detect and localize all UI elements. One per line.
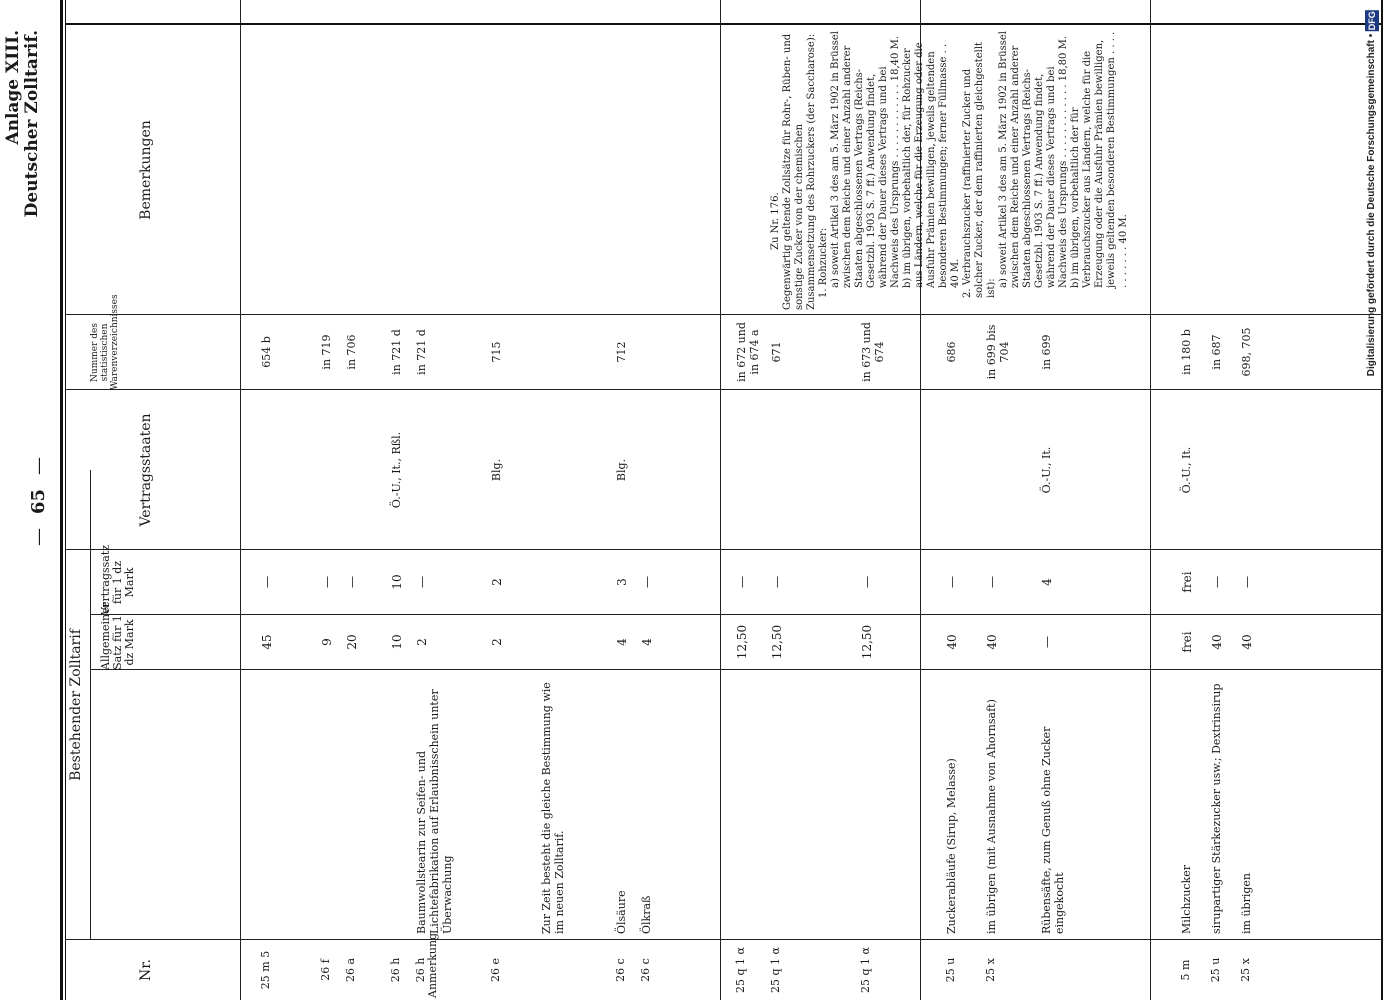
stat-number-header: Nummer des statistischen Warenverzeichnisses xyxy=(90,294,120,390)
page-number: —65— xyxy=(28,456,49,546)
row-nr: 26 e xyxy=(489,958,502,983)
col-line-nr xyxy=(65,939,1383,940)
row-nr: 25 m 5 xyxy=(259,950,272,990)
row-contract-rate: 3 xyxy=(615,578,629,586)
row-general-rate: 40 xyxy=(1210,634,1224,650)
row-general-rate: 10 xyxy=(390,634,404,650)
col-line-allg xyxy=(90,614,1383,615)
remarks-note xyxy=(770,30,1130,310)
row-nr: 25 q 1 α xyxy=(734,947,747,993)
row-stat-number: in 719 xyxy=(320,334,333,370)
row-contract-rate: — xyxy=(770,576,784,588)
dfg-credit xyxy=(1365,10,1379,376)
row-nr: 26 c xyxy=(639,958,652,982)
group-rule-3 xyxy=(1150,0,1151,1000)
row-general-rate: 20 xyxy=(345,634,359,650)
col-line-staaten xyxy=(65,389,1383,390)
row-description: Milchzucker xyxy=(1180,864,1193,934)
row-stat-number: in 721 d xyxy=(390,329,403,375)
row-general-rate: 4 xyxy=(640,638,654,646)
note-item-2b: b) im übrigen, vorbehaltlich der für Verbrauchszucker aus Ländern, welche für die Erzeugung oder die Ausfuhr Prämien bewilligen, jeweils geltenden besonderen Bestimmungen . . . . . . . . . . . 40 M. xyxy=(1070,31,1129,288)
remarks-header: Bemerkungen xyxy=(138,120,154,220)
row-description: im übrigen (mit Ausnahme von Ahornsaft) xyxy=(985,699,998,934)
row-nr: 25 q 1 α xyxy=(859,947,872,993)
row-contract-rate: — xyxy=(1210,576,1224,588)
row-contract-states: Blg. xyxy=(490,458,503,482)
row-contract-states: Ö.-U., It., Rßl. xyxy=(390,431,403,509)
row-nr: 26 a xyxy=(344,957,357,983)
dfg-credit-text: Digitalisierung gefördert durch die Deutsche Forschungsgemeinschaft • xyxy=(1366,33,1377,377)
row-contract-rate: — xyxy=(260,576,274,588)
annex-title xyxy=(4,30,42,217)
row-contract-rate: — xyxy=(415,576,429,588)
row-general-rate: 12,50 xyxy=(735,624,749,660)
row-contract-states: Ö.-U., It. xyxy=(1040,446,1053,494)
note-intro: Gegenwärtig geltende Zollsätze für Rohr-, Rüben- und sonstige Zucker von der chemischen Zusammensetzung des Rohrzuckers (der Saccharose): xyxy=(782,33,817,310)
row-nr: 25 q 1 α xyxy=(769,947,782,993)
contract-rate-header: Vertragssatz für 1 dz Mark xyxy=(99,544,136,615)
row-stat-number: 654 b xyxy=(260,336,273,368)
row-description: Ölkraß xyxy=(640,895,653,934)
row-contract-rate: frei xyxy=(1180,571,1194,593)
row-nr: 26 h Anmerkung xyxy=(414,932,439,998)
row-general-rate: 40 xyxy=(945,634,959,650)
row-general-rate: 2 xyxy=(415,638,429,646)
col-line-desc xyxy=(90,669,1383,670)
tariff-title: Deutscher Zolltarif. xyxy=(22,30,42,218)
row-description: Ölsäure xyxy=(615,890,628,934)
row-contract-rate: — xyxy=(860,576,874,588)
row-contract-rate: — xyxy=(945,576,959,588)
row-contract-rate: — xyxy=(985,576,999,588)
contract-states-header: Vertragsstaaten xyxy=(138,413,154,527)
group-rule-1 xyxy=(720,0,721,1000)
row-general-rate: — xyxy=(1040,636,1054,648)
row-stat-number: 686 xyxy=(945,341,958,363)
row-nr: 25 x xyxy=(1239,958,1252,982)
col-line-vert xyxy=(65,549,1383,550)
row-description: Zuckerabläufe (Sirup, Melasse) xyxy=(945,758,958,934)
row-general-rate: frei xyxy=(1180,631,1194,653)
nr-header: Nr. xyxy=(138,959,154,981)
row-contract-rate: 4 xyxy=(1040,578,1054,586)
row-nr: 26 h xyxy=(389,957,402,983)
row-nr: 25 u xyxy=(1209,957,1222,983)
note-item-1a: a) soweit Artikel 3 des am 5. März 1902 in Brüssel zwischen dem Reiche und einer Anzahl anderer Staaten abgeschlossenen Vertrags (Reichs-Gesetzbl. 1903 S. 7 ff.) Anwendung findet, während der Dauer dieses Vertrags und bei Nachweis des Ursprungs . . . . . . . . . . . . 18,40 M. xyxy=(830,31,901,288)
dfg-logo: DFG xyxy=(1367,11,1377,30)
col-line-num xyxy=(65,314,1383,315)
row-description: im übrigen xyxy=(1240,873,1253,934)
row-contract-rate: — xyxy=(735,576,749,588)
row-general-rate: 4 xyxy=(615,638,629,646)
row-contract-rate: — xyxy=(345,576,359,588)
row-description: Zur Zeit besteht die gleiche Bestimmung wie im neuen Zolltarif. xyxy=(540,682,566,934)
row-general-rate: 12,50 xyxy=(860,624,874,660)
row-stat-number: in 706 xyxy=(345,334,358,370)
row-general-rate: 2 xyxy=(490,638,504,646)
row-nr: 25 x xyxy=(984,958,997,982)
header-bottom-rule xyxy=(240,0,241,1000)
row-stat-number: in 687 xyxy=(1210,334,1223,370)
row-general-rate: 40 xyxy=(985,634,999,650)
top-rule-thin xyxy=(65,0,66,1000)
row-stat-number: in 672 und in 674 a xyxy=(735,322,761,382)
row-description: sirupartiger Stärkezucker usw.; Dextrinsirup xyxy=(1210,683,1223,934)
row-stat-number: in 699 xyxy=(1040,334,1053,370)
row-stat-number: 712 xyxy=(615,341,628,363)
existing-tariff-header: Bestehender Zolltarif xyxy=(68,629,84,781)
row-contract-rate: — xyxy=(640,576,654,588)
row-contract-rate: 2 xyxy=(490,578,504,586)
row-contract-states: Blg. xyxy=(615,458,628,482)
row-contract-rate: — xyxy=(320,576,334,588)
col-line-right xyxy=(65,23,1383,25)
row-nr: 5 m xyxy=(1179,959,1192,981)
row-stat-number: in 721 d xyxy=(415,329,428,375)
row-general-rate: 45 xyxy=(260,634,274,650)
row-general-rate: 12,50 xyxy=(770,624,784,660)
row-stat-number: in 699 bis 704 xyxy=(985,324,1011,380)
general-rate-header: Allgemeiner Satz für 1 dz Mark xyxy=(99,602,136,670)
note-item-1b: b) im übrigen, vorbehaltlich der, für Rohzucker aus Ländern, welche für die Erzeugung oder die Ausfuhr Prämien bewilligen, jeweils geltenden besonderen Bestimmungen; ferner Füllmasse . . 40 M. xyxy=(902,42,961,288)
row-stat-number: 715 xyxy=(490,341,503,363)
row-contract-rate: 10 xyxy=(390,574,404,590)
note-item-2a: a) soweit Artikel 3 des am 5. März 1902 in Brüssel zwischen dem Reiche und einer Anzahl anderer Staaten abgeschlossenen Vertrags (Reichs-Gesetzbl. 1903 S. 7 ff.) Anwendung findet, während der Dauer dieses Vertrags und bei Nachweis des Ursprungs . . . . . . . . . . . . 18,80 M. xyxy=(998,31,1069,288)
note-heading: Zu Nr. 176. xyxy=(770,192,781,250)
row-stat-number: 671 xyxy=(770,341,783,363)
row-general-rate: 40 xyxy=(1240,634,1254,650)
row-stat-number: in 673 und 674 xyxy=(860,322,886,382)
row-contract-states: Ö.-U., It. xyxy=(1180,446,1193,494)
row-general-rate: 9 xyxy=(320,638,334,646)
top-rule xyxy=(60,0,63,1000)
header-divider xyxy=(90,470,91,940)
annex-label: Anlage XIII. xyxy=(3,30,23,145)
row-nr: 25 u xyxy=(944,957,957,983)
row-description: Baumwollstearin zur Seifen- und Lichtefabrikation auf Erlaubnisschein unter Überwachung xyxy=(415,689,454,934)
row-nr: 26 c xyxy=(614,958,627,982)
note-item-1: 1. Rohzucker: xyxy=(818,227,829,298)
row-nr: 26 f xyxy=(319,959,332,981)
note-item-2: 2. Verbrauchszucker (raffinierter Zucker und solcher Zucker, der dem raffinierten gleichgestellt ist): xyxy=(962,41,997,298)
row-description: Rübensäfte, zum Genuß ohne Zucker eingekocht xyxy=(1040,726,1066,934)
row-contract-rate: — xyxy=(1240,576,1254,588)
row-stat-number: 698, 705 xyxy=(1240,327,1253,377)
row-stat-number: in 180 b xyxy=(1180,329,1193,375)
